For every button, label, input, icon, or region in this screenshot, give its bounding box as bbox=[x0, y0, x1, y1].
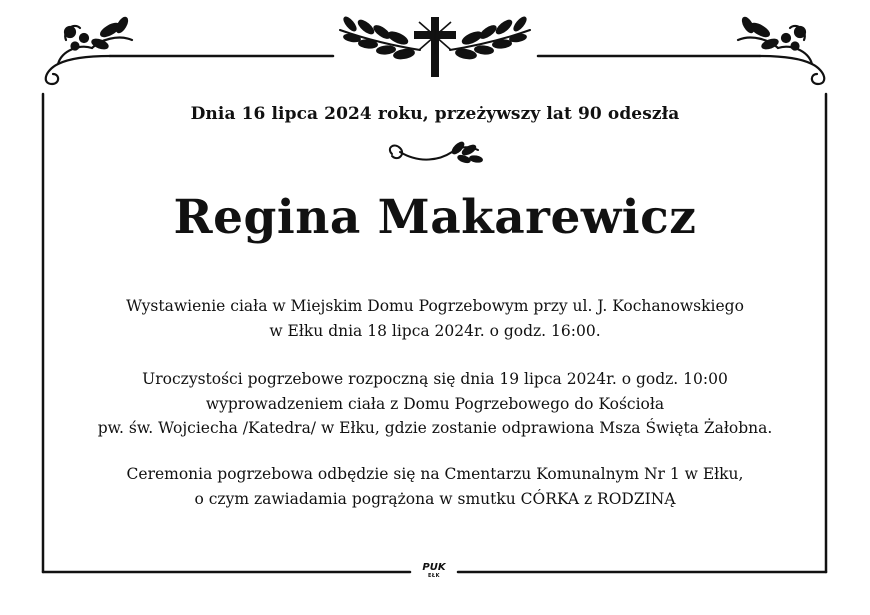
laurel-branch-icon bbox=[340, 16, 420, 60]
laurel-branch-icon bbox=[450, 16, 530, 60]
cross-icon bbox=[414, 17, 456, 77]
text-line: wyprowadzeniem ciała z Domu Pogrzebowego do Kościoła bbox=[205, 394, 665, 413]
death-date-intro: Dnia 16 lipca 2024 roku, przeżywszy lat 90 odeszła bbox=[190, 104, 680, 124]
logo-main-text: PUK bbox=[422, 562, 446, 573]
logo-sub-text: EŁK bbox=[427, 573, 440, 579]
text-line: w Ełku dnia 18 lipca 2024r. o godz. 16:00. bbox=[269, 321, 601, 340]
puk-logo bbox=[414, 563, 454, 579]
divider-flourish-icon bbox=[390, 141, 482, 163]
text-line: Ceremonia pogrzebowa odbędzie się na Cmentarzu Komunalnym Nr 1 w Ełku, bbox=[126, 465, 744, 483]
paragraph-burial bbox=[0, 462, 870, 511]
text-line: Uroczystości pogrzebowe rozpoczną się dnia 19 lipca 2024r. o godz. 10:00 bbox=[142, 370, 728, 388]
deceased-name: Regina Makarewicz bbox=[173, 190, 697, 245]
text-line: o czym zawiadamia pogrążona w smutku CÓRKA z RODZINĄ bbox=[194, 489, 676, 508]
paragraph-viewing bbox=[0, 294, 870, 343]
corner-flourish-icon bbox=[738, 16, 824, 84]
paragraph-ceremony bbox=[0, 367, 870, 441]
text-line: pw. św. Wojciecha /Katedra/ w Ełku, gdzie zostanie odprawiona Msza Święta Żałobna. bbox=[97, 419, 773, 437]
corner-flourish-icon bbox=[46, 16, 132, 84]
text-line: Wystawienie ciała w Miejskim Domu Pogrzebowym przy ul. J. Kochanowskiego bbox=[126, 297, 744, 315]
